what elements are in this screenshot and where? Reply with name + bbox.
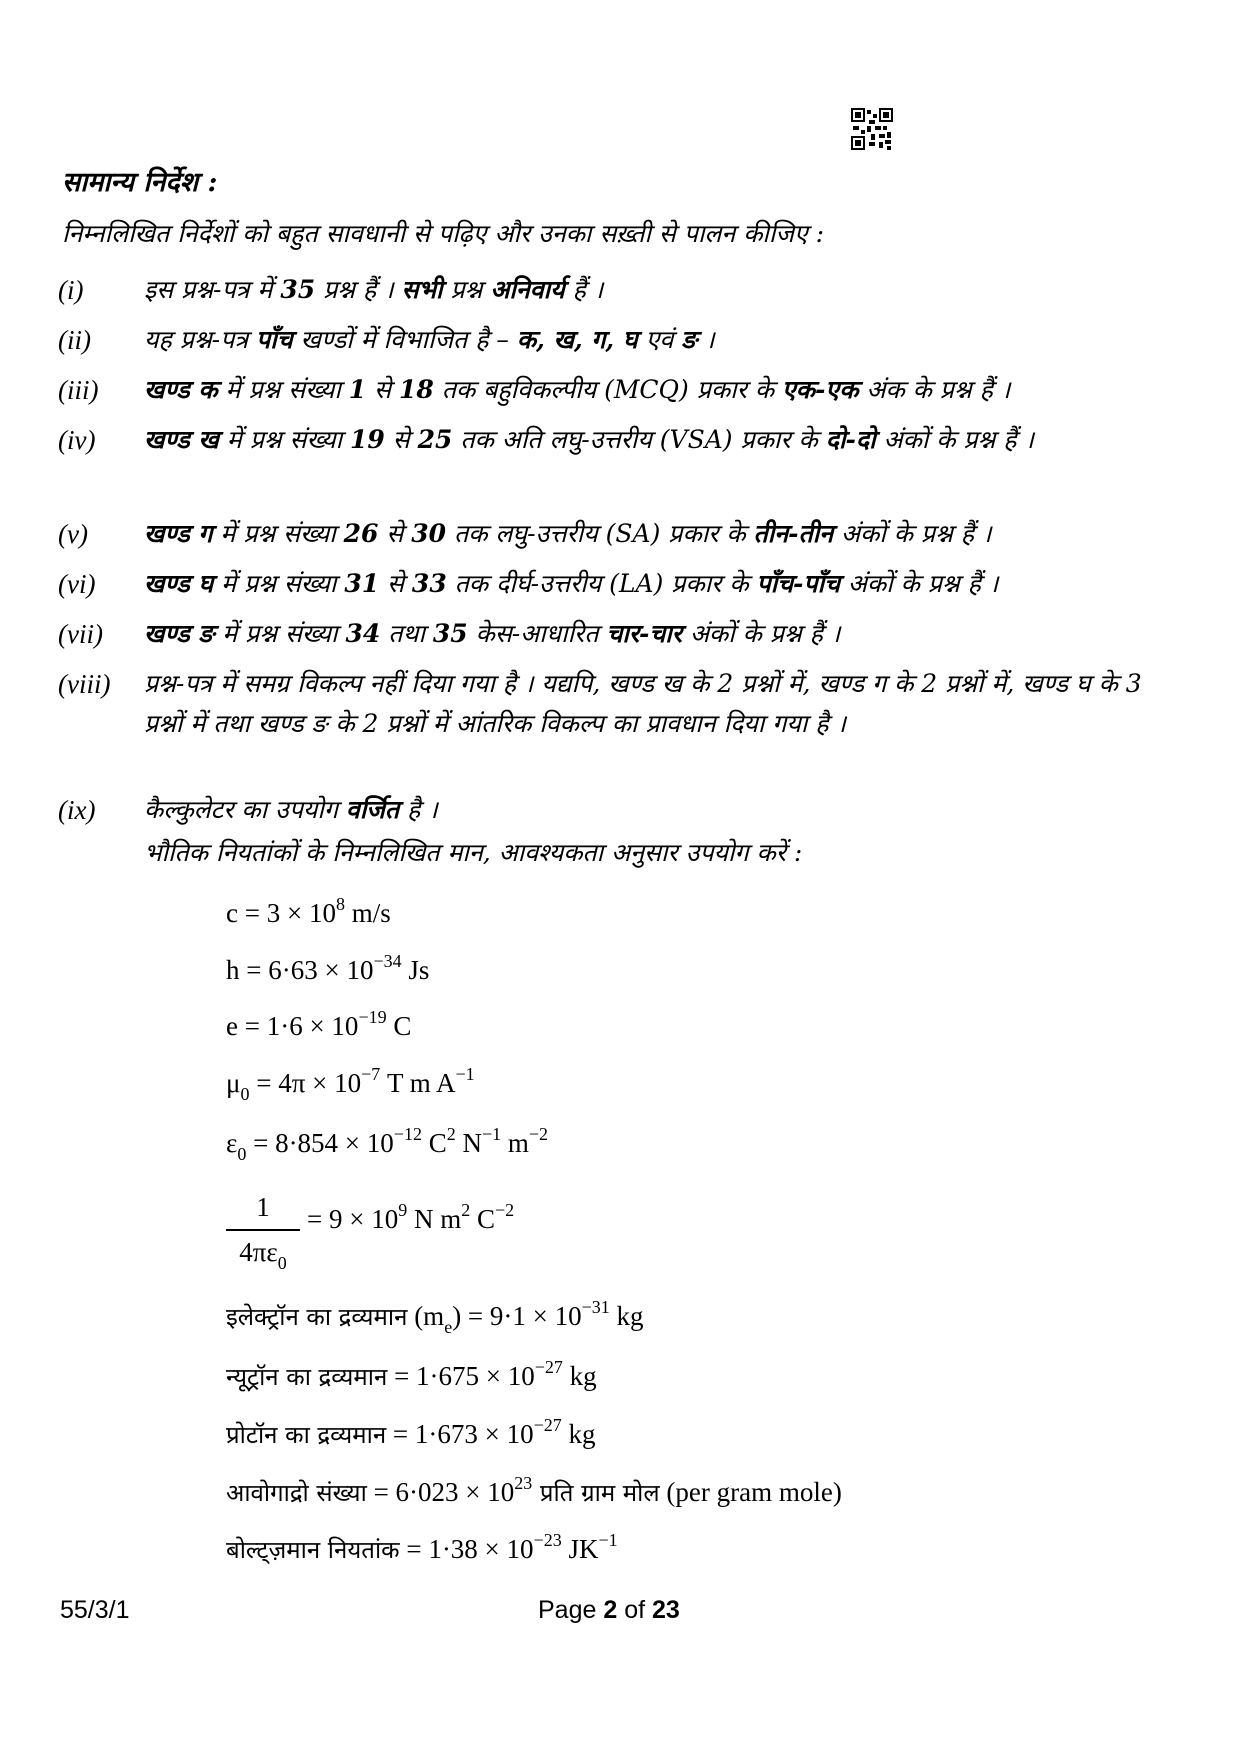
- item-text: खण्ड घ में प्रश्न संख्या 31 से 33 तक दीर्घ-उत्तरीय (LA) प्रकार के पाँच-पाँच अंकों के प्रश्न हैं ।: [144, 569, 999, 598]
- item-text: कैल्कुलेटर का उपयोग वर्जित है ।: [144, 795, 438, 824]
- qr-code: [851, 108, 893, 150]
- item-text: खण्ड क में प्रश्न संख्या 1 से 18 तक बहुविकल्पीय (MCQ) प्रकार के एक-एक अंक के प्रश्न हैं ।: [144, 375, 1011, 404]
- item-text: यह प्रश्न-पत्र पाँच खण्डों में विभाजित है – क, ख, ग, घ एवं ङ ।: [144, 325, 715, 354]
- item-text: इस प्रश्न-पत्र में 35 प्रश्न हैं । सभी प्रश्न अनिवार्य हैं ।: [144, 275, 604, 304]
- fraction-denominator: $4\pi\varepsilon_0$: [239, 1237, 287, 1273]
- constant-permeability: $\mu_0 = 4\pi \times 10^{-7}$ T m $A^{-1}$: [226, 1064, 475, 1104]
- constant-neutron-mass: न्यूट्रॉन का द्रव्यमान = $1\cdot 675 \times 10^{-27}$ kg: [226, 1357, 597, 1391]
- item-number: (v): [58, 519, 88, 549]
- coulomb-constant-value: = $9 \times 10^9$ N $m^2$ $C^{-2}$: [307, 1200, 515, 1234]
- item-text: खण्ड ङ में प्रश्न संख्या 34 तथा 35 केस-आधारित चार-चार अंकों के प्रश्न हैं ।: [144, 619, 841, 648]
- paper-code: 55/3/1: [60, 1596, 130, 1624]
- constant-planck: $h = 6\cdot 63 \times 10^{-34}$ Js: [226, 951, 430, 985]
- item-number: (ix): [58, 795, 96, 825]
- fraction-numerator: 1: [226, 1192, 300, 1231]
- item-number: (vii): [58, 619, 103, 649]
- constant-electron-charge: $e = 1\cdot 6 \times 10^{-19}$ C: [226, 1007, 412, 1041]
- item-text: प्रश्न-पत्र में समग्र विकल्प नहीं दिया गया है । यद्यपि, खण्ड ख के 2 प्रश्नों में, खण्ड ग के 2 प्रश्नों में, खण्ड घ के 3 प्रश्नों में तथा खण्ड ङ के 2 प्रश्नों में आंतरिक विकल्प का प्रावधान दिया गया है ।: [144, 669, 1142, 738]
- coulomb-constant-fraction: [226, 1192, 300, 1273]
- item-text: खण्ड ख में प्रश्न संख्या 19 से 25 तक अति लघु-उत्तरीय (VSA) प्रकार के दो-दो अंकों के प्रश्न हैं ।: [144, 425, 1034, 454]
- item-number: (vi): [58, 569, 96, 599]
- item-number: (iii): [58, 375, 99, 405]
- item-number: (i): [58, 275, 84, 305]
- instructions-intro: निम्नलिखित निर्देशों को बहुत सावधानी से पढ़िए और उनका सख़्ती से पालन कीजिए :: [62, 219, 825, 248]
- general-instructions-heading: सामान्य निर्देश :: [62, 167, 218, 198]
- item-text: खण्ड ग में प्रश्न संख्या 26 से 30 तक लघु-उत्तरीय (SA) प्रकार के तीन-तीन अंकों के प्रश्न हैं ।: [144, 519, 992, 548]
- constant-speed-of-light: $c = 3 \times 10^8$ m/s: [226, 894, 391, 928]
- constant-electron-mass: इलेक्ट्रॉन का द्रव्यमान $(m_e) = 9\cdot 1 \times 10^{-31}$ kg: [226, 1297, 644, 1337]
- item-number: (viii): [58, 669, 111, 699]
- page-indicator: Page 2 of 23: [538, 1596, 680, 1624]
- item-number: (iv): [58, 425, 96, 455]
- constant-permittivity: $\varepsilon_0 = 8\cdot 854 \times 10^{-12}$ $C^2$ $N^{-1}$ $m^{-2}$: [226, 1124, 549, 1164]
- constant-avogadro: आवोगाद्रो संख्या = $6\cdot 023 \times 10^{23}$ प्रति ग्राम मोल (per gram mole): [226, 1473, 842, 1507]
- constant-proton-mass: प्रोटॉन का द्रव्यमान = $1\cdot 673 \times 10^{-27}$ kg: [226, 1415, 596, 1449]
- constant-boltzmann: बोल्ट्ज़मान नियतांक = $1\cdot 38 \times 10^{-23}$ $JK^{-1}$: [226, 1530, 618, 1564]
- constants-title: भौतिक नियतांकों के निम्नलिखित मान, आवश्यकता अनुसार उपयोग करें :: [144, 838, 803, 867]
- item-number: (ii): [58, 325, 91, 355]
